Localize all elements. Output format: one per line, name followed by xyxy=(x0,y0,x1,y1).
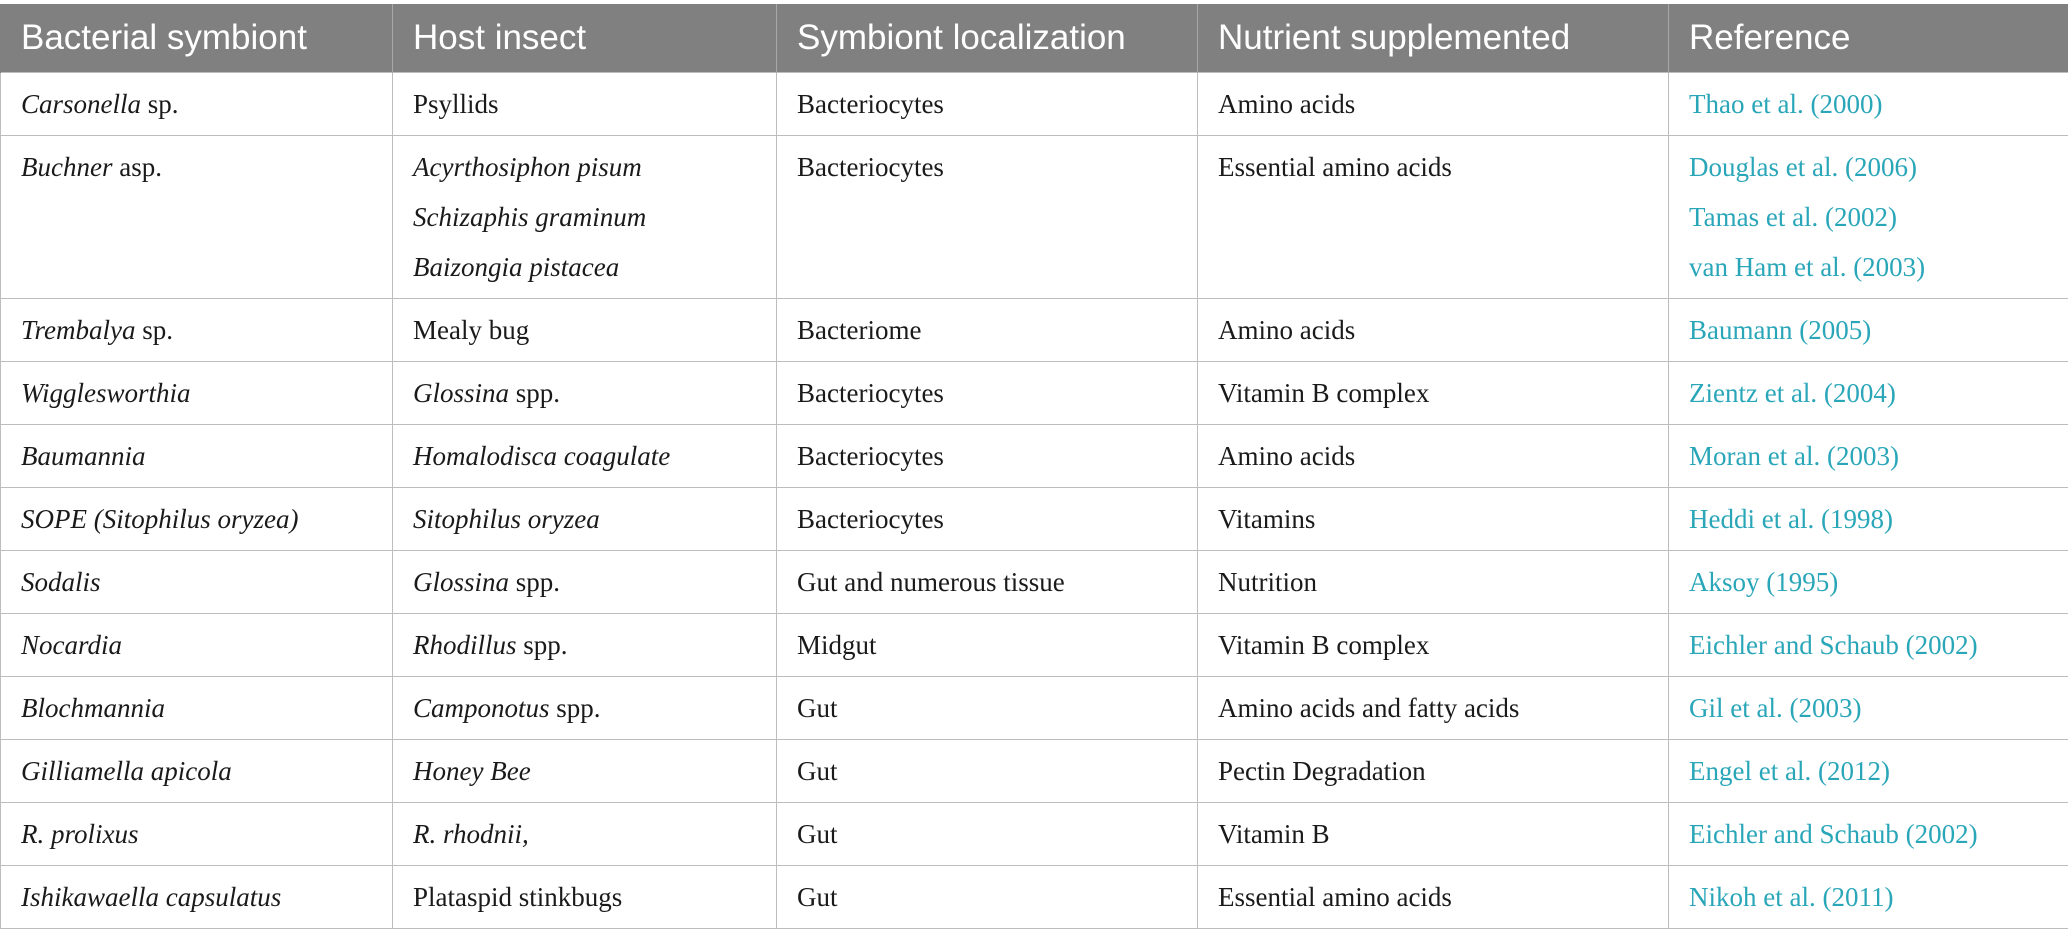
text-segment: Psyllids xyxy=(413,89,499,119)
text-segment: Baumannia xyxy=(21,441,146,471)
cell-host-insect xyxy=(393,298,777,361)
cell-bacterial-symbiont xyxy=(1,865,393,928)
cell-symbiont-localization: Gut xyxy=(777,739,1198,802)
cell-nutrient-supplemented: Vitamin B complex xyxy=(1198,613,1669,676)
header-bacterial-symbiont: Bacterial symbiont xyxy=(1,4,393,72)
cell-bacterial-symbiont xyxy=(1,424,393,487)
cell-symbiont-localization: Bacteriocytes xyxy=(777,487,1198,550)
header-row xyxy=(1,4,2068,72)
cell-nutrient-supplemented: Amino acids xyxy=(1198,424,1669,487)
cell-reference xyxy=(1669,361,2068,424)
reference-link[interactable]: Tamas et al. (2002) xyxy=(1689,200,2068,250)
cell-symbiont-localization: Gut xyxy=(777,802,1198,865)
header-host-insect: Host insect xyxy=(393,4,777,72)
table-row xyxy=(1,550,2068,613)
cell-host-insect xyxy=(393,72,777,135)
host-line xyxy=(413,504,600,534)
cell-nutrient-supplemented: Vitamins xyxy=(1198,487,1669,550)
reference-link[interactable]: Douglas et al. (2006) xyxy=(1689,150,2068,200)
text-segment: Camponotus xyxy=(413,693,550,723)
host-line xyxy=(413,693,601,723)
cell-host-insect xyxy=(393,676,777,739)
text-segment: Glossina xyxy=(413,567,509,597)
cell-symbiont-localization: Gut xyxy=(777,676,1198,739)
text-segment: R. prolixus xyxy=(21,819,139,849)
cell-symbiont-localization: Bacteriocytes xyxy=(777,361,1198,424)
cell-bacterial-symbiont xyxy=(1,361,393,424)
cell-host-insect xyxy=(393,550,777,613)
text-segment: sp. xyxy=(136,315,174,345)
cell-symbiont-localization: Bacteriocytes xyxy=(777,72,1198,135)
cell-nutrient-supplemented: Amino acids xyxy=(1198,72,1669,135)
text-segment: Mealy bug xyxy=(413,315,529,345)
text-segment: SOPE (Sitophilus oryzea) xyxy=(21,504,298,534)
table-row xyxy=(1,802,2068,865)
host-line xyxy=(413,200,776,250)
cell-bacterial-symbiont xyxy=(1,487,393,550)
table-row xyxy=(1,72,2068,135)
cell-bacterial-symbiont xyxy=(1,676,393,739)
reference-link[interactable]: Moran et al. (2003) xyxy=(1689,441,1899,471)
host-line xyxy=(413,150,776,200)
text-segment: sp. xyxy=(141,89,179,119)
cell-reference xyxy=(1669,487,2068,550)
cell-host-insect xyxy=(393,865,777,928)
host-line xyxy=(413,250,776,284)
cell-bacterial-symbiont xyxy=(1,135,393,298)
text-segment: Plataspid stinkbugs xyxy=(413,882,622,912)
reference-link[interactable]: Aksoy (1995) xyxy=(1689,567,1838,597)
host-line xyxy=(413,819,529,849)
cell-reference xyxy=(1669,550,2068,613)
host-line xyxy=(413,441,670,471)
host-line xyxy=(413,315,529,345)
table-row xyxy=(1,739,2068,802)
table-row xyxy=(1,865,2068,928)
cell-host-insect xyxy=(393,424,777,487)
cell-nutrient-supplemented: Amino acids xyxy=(1198,298,1669,361)
text-segment: Rhodillus xyxy=(413,630,517,660)
text-segment: Wigglesworthia xyxy=(21,378,191,408)
host-line xyxy=(413,756,531,786)
cell-nutrient-supplemented: Nutrition xyxy=(1198,550,1669,613)
table-row xyxy=(1,676,2068,739)
table-row xyxy=(1,487,2068,550)
header-nutrient-supplemented: Nutrient supplemented xyxy=(1198,4,1669,72)
cell-reference xyxy=(1669,676,2068,739)
cell-reference xyxy=(1669,802,2068,865)
cell-reference xyxy=(1669,865,2068,928)
reference-link[interactable]: Zientz et al. (2004) xyxy=(1689,378,1896,408)
text-segment: spp. xyxy=(509,378,560,408)
text-segment: spp. xyxy=(517,630,568,660)
reference-link[interactable]: Gil et al. (2003) xyxy=(1689,693,1861,723)
cell-host-insect xyxy=(393,361,777,424)
cell-nutrient-supplemented: Pectin Degradation xyxy=(1198,739,1669,802)
cell-host-insect xyxy=(393,739,777,802)
reference-link[interactable]: Eichler and Schaub (2002) xyxy=(1689,630,1978,660)
text-segment: Glossina xyxy=(413,378,509,408)
reference-link[interactable]: Nikoh et al. (2011) xyxy=(1689,882,1893,912)
header-symbiont-localization: Symbiont localization xyxy=(777,4,1198,72)
symbiont-table xyxy=(0,4,2068,929)
table-header xyxy=(1,4,2068,72)
text-segment: Carsonella xyxy=(21,89,141,119)
text-segment: Ishikawaella capsulatus xyxy=(21,882,281,912)
host-line xyxy=(413,567,560,597)
text-segment: asp. xyxy=(112,152,162,182)
text-segment: Honey Bee xyxy=(413,756,531,786)
reference-link[interactable]: Engel et al. (2012) xyxy=(1689,756,1890,786)
cell-bacterial-symbiont xyxy=(1,613,393,676)
text-segment: Sodalis xyxy=(21,567,101,597)
cell-host-insect xyxy=(393,135,777,298)
cell-reference xyxy=(1669,135,2068,298)
table-row xyxy=(1,361,2068,424)
cell-nutrient-supplemented: Vitamin B complex xyxy=(1198,361,1669,424)
cell-bacterial-symbiont xyxy=(1,802,393,865)
reference-link[interactable]: Baumann (2005) xyxy=(1689,315,1871,345)
cell-reference xyxy=(1669,298,2068,361)
cell-bacterial-symbiont xyxy=(1,550,393,613)
text-segment: Nocardia xyxy=(21,630,122,660)
text-segment: Buchner xyxy=(21,152,112,182)
reference-link[interactable]: van Ham et al. (2003) xyxy=(1689,250,2068,284)
text-segment: R. rhodnii, xyxy=(413,819,529,849)
table-row xyxy=(1,298,2068,361)
cell-symbiont-localization: Bacteriome xyxy=(777,298,1198,361)
reference-link[interactable]: Heddi et al. (1998) xyxy=(1689,504,1893,534)
host-line xyxy=(413,378,560,408)
cell-reference xyxy=(1669,739,2068,802)
table-row xyxy=(1,135,2068,298)
cell-reference xyxy=(1669,613,2068,676)
cell-symbiont-localization: Bacteriocytes xyxy=(777,135,1198,298)
cell-host-insect xyxy=(393,802,777,865)
cell-nutrient-supplemented: Essential amino acids xyxy=(1198,135,1669,298)
header-reference: Reference xyxy=(1669,4,2068,72)
host-line xyxy=(413,882,622,912)
cell-bacterial-symbiont xyxy=(1,739,393,802)
text-segment: Trembalya xyxy=(21,315,136,345)
host-line xyxy=(413,89,499,119)
text-segment: Blochmannia xyxy=(21,693,165,723)
reference-link[interactable]: Eichler and Schaub (2002) xyxy=(1689,819,1978,849)
text-segment: spp. xyxy=(550,693,601,723)
reference-link[interactable]: Thao et al. (2000) xyxy=(1689,89,1882,119)
cell-bacterial-symbiont xyxy=(1,298,393,361)
text-segment: Baizongia pistacea xyxy=(413,252,619,282)
symbiont-table-container xyxy=(0,4,2068,929)
table-body xyxy=(1,72,2068,928)
cell-symbiont-localization: Gut xyxy=(777,865,1198,928)
text-segment: spp. xyxy=(509,567,560,597)
table-row xyxy=(1,613,2068,676)
cell-nutrient-supplemented: Vitamin B xyxy=(1198,802,1669,865)
table-row xyxy=(1,424,2068,487)
cell-symbiont-localization: Midgut xyxy=(777,613,1198,676)
text-segment: Schizaphis graminum xyxy=(413,202,646,232)
cell-nutrient-supplemented: Essential amino acids xyxy=(1198,865,1669,928)
cell-reference xyxy=(1669,72,2068,135)
text-segment: Sitophilus oryzea xyxy=(413,504,600,534)
cell-bacterial-symbiont xyxy=(1,72,393,135)
text-segment: Homalodisca coagulate xyxy=(413,441,670,471)
cell-host-insect xyxy=(393,613,777,676)
text-segment: Acyrthosiphon pisum xyxy=(413,152,642,182)
cell-host-insect xyxy=(393,487,777,550)
cell-symbiont-localization: Bacteriocytes xyxy=(777,424,1198,487)
cell-symbiont-localization: Gut and numerous tissue xyxy=(777,550,1198,613)
text-segment: Gilliamella apicola xyxy=(21,756,232,786)
cell-nutrient-supplemented: Amino acids and fatty acids xyxy=(1198,676,1669,739)
host-line xyxy=(413,630,568,660)
cell-reference xyxy=(1669,424,2068,487)
